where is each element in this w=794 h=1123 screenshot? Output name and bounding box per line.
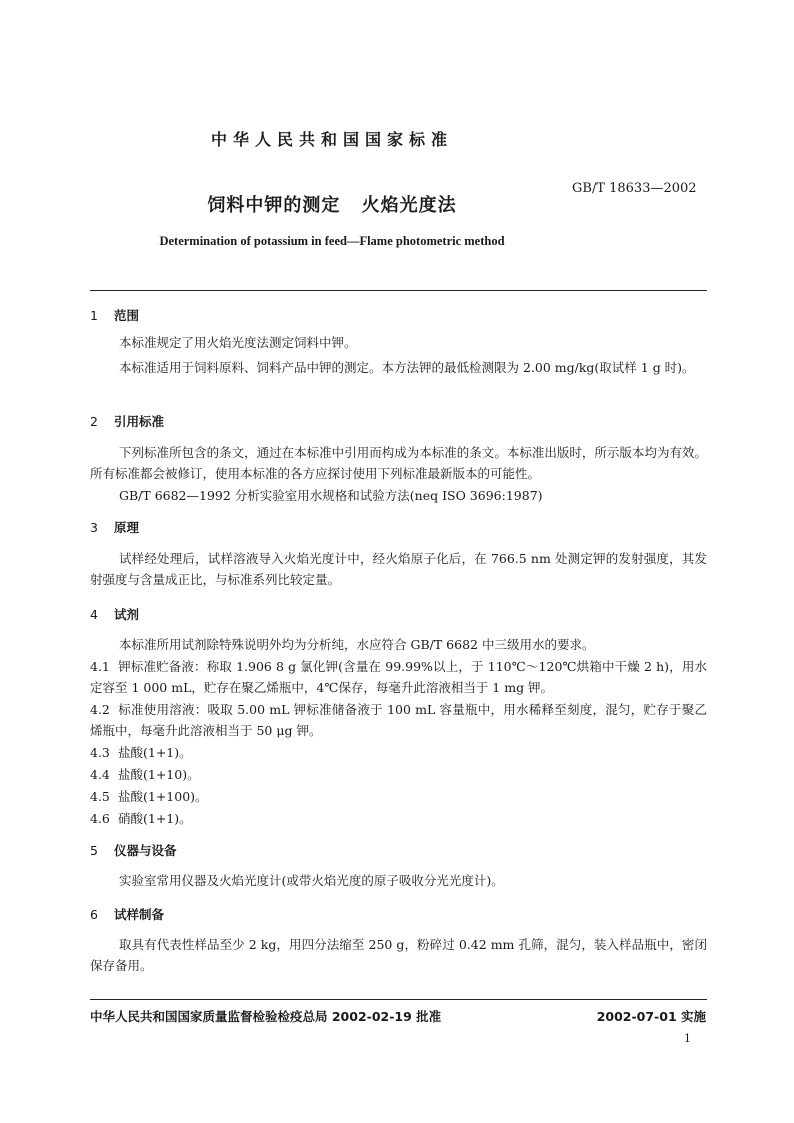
reagent-item — [90, 786, 707, 807]
section-title: 仪器与设备 — [114, 843, 177, 858]
item-text: 盐酸(1+100)。 — [118, 789, 208, 804]
reagent-item — [90, 699, 707, 741]
section-heading-principle — [90, 518, 139, 536]
implementation-date: 2002-07-01 实施 — [596, 1009, 706, 1024]
section-number: 6 — [90, 907, 98, 922]
reference-item: GB/T 6682—1992 分析实验室用水规格和试验方法(neq ISO 3696:1987) — [119, 488, 543, 503]
section-heading-apparatus — [90, 841, 177, 859]
item-text: 标准使用溶液：吸取 5.00 mL 钾标准储备液于 100 mL 容量瓶中，用水稀释至刻度，混匀，贮存于聚乙烯瓶中，每毫升此溶液相当于 50 μg 钾。 — [90, 702, 707, 738]
paragraph: 试样经处理后，试样溶液导入火焰光度计中，经火焰原子化后，在 766.5 nm 处测定钾的发射强度，其发射强度与含量成正比，与标准系列比较定量。 — [90, 551, 707, 587]
item-number: 4.1 — [90, 659, 110, 674]
item-text: 盐酸(1+10)。 — [118, 767, 200, 782]
section-title: 引用标准 — [114, 414, 165, 429]
paragraph: 取具有代表性样品至少 2 kg，用四分法缩至 250 g，粉碎过 0.42 mm 孔筛，混匀，装入样品瓶中，密闭保存备用。 — [90, 937, 707, 973]
item-number: 4.6 — [90, 811, 110, 826]
approval-line: 中华人民共和国国家质量监督检验检疫总局 2002-02-19 批准 — [90, 1009, 442, 1024]
standard-number: GB/T 18633—2002 — [572, 181, 697, 196]
section-heading-scope — [90, 306, 139, 324]
document-title-cn: 饲料中钾的测定 火焰光度法 — [207, 195, 457, 216]
section-title: 原理 — [114, 520, 140, 535]
reagent-item — [90, 742, 707, 763]
reagent-item — [90, 656, 707, 698]
page-number: 1 — [684, 1032, 691, 1045]
section-title: 范围 — [114, 308, 140, 323]
paragraph: 本标准适用于饲料原料、饲料产品中钾的测定。本方法钾的最低检测限为 2.00 mg/kg(取试样 1 g 时)。 — [119, 360, 695, 375]
section-title: 试剂 — [114, 607, 140, 622]
item-number: 4.3 — [90, 745, 110, 760]
reagent-item — [90, 764, 707, 785]
paragraph: 下列标准所包含的条文，通过在本标准中引用而构成为本标准的条文。本标准出版时，所示版本均为有效。所有标准都会被修订，使用本标准的各方应探讨使用下列标准最新版本的可能性。 — [90, 445, 707, 481]
paragraph: 本标准规定了用火焰光度法测定饲料中钾。 — [119, 335, 357, 350]
section-heading-references — [90, 412, 164, 430]
section-number: 1 — [90, 308, 98, 323]
paragraph: 实验室常用仪器及火焰光度计(或带火焰光度的原子吸收分光光度计)。 — [119, 873, 504, 888]
item-text: 钾标准贮备液：称取 1.906 8 g 氯化钾(含量在 99.99%以上，于 110℃～120℃烘箱中干燥 2 h)，用水定容至 1 000 mL，贮存在聚乙烯瓶中，4℃保存，每毫升此溶液相当于 1 mg 钾。 — [90, 659, 707, 695]
item-number: 4.5 — [90, 789, 110, 804]
section-number: 3 — [90, 520, 98, 535]
section-number: 5 — [90, 843, 98, 858]
document-title-en: Determination of potassium in feed—Flame photometric method — [159, 234, 505, 248]
reagent-item — [90, 808, 707, 829]
section-heading-sample-preparation — [90, 905, 164, 923]
header-divider — [90, 290, 707, 291]
section-number: 2 — [90, 414, 98, 429]
paragraph: 本标准所用试剂除特殊说明外均为分析纯，水应符合 GB/T 6682 中三级用水的要求。 — [119, 637, 595, 652]
item-number: 4.4 — [90, 767, 110, 782]
section-title: 试样制备 — [114, 907, 165, 922]
item-text: 盐酸(1+1)。 — [118, 745, 192, 760]
section-heading-reagents — [90, 605, 139, 623]
item-text: 硝酸(1+1)。 — [118, 811, 192, 826]
section-number: 4 — [90, 607, 98, 622]
item-number: 4.2 — [90, 702, 110, 717]
national-standard-heading: 中华人民共和国国家标准 — [210, 130, 453, 149]
footer-divider — [90, 999, 707, 1000]
